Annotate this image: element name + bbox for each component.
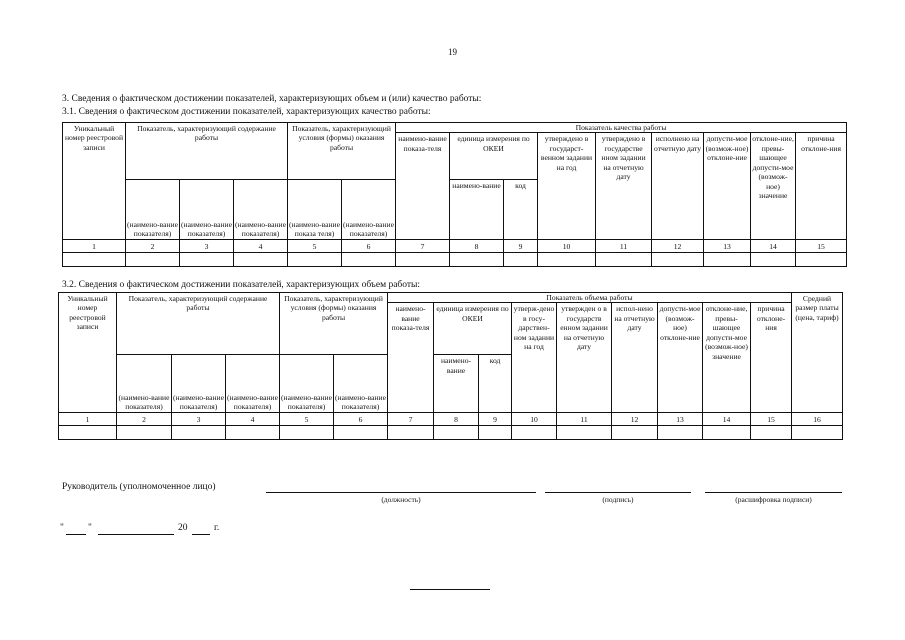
empty-cell (796, 253, 847, 267)
column-number: 9 (479, 413, 512, 426)
col-registry-header: Уникальный номер реестровой записи (59, 293, 117, 413)
indicator-name-cell: (наимено-вание показа теля) (288, 180, 342, 240)
empty-cell (557, 426, 612, 440)
empty-cell (512, 426, 557, 440)
col-name-header: наимено-вание показа-теля (388, 303, 434, 413)
position-hint: (должность) (381, 495, 421, 504)
col-approved-year-header: утверждено в государст-венном задании на год (538, 133, 596, 240)
col-quality-group-header: Показатель качества работы (396, 123, 847, 133)
table-row (63, 253, 847, 267)
col-unit-code-header: код (479, 355, 512, 413)
indicator-name-cell: (наимено-вание показателя) (342, 180, 396, 240)
column-number: 2 (117, 413, 172, 426)
col-done-header: исполнено на отчетную дату (652, 133, 704, 240)
signature-line (545, 492, 691, 493)
empty-cell (396, 253, 450, 267)
empty-cell (704, 253, 751, 267)
empty-cell (180, 253, 234, 267)
volume-indicators-table (58, 292, 843, 440)
col-conditions-group-header: Показатель, характеризующий условия (формы) оказания работы (288, 123, 396, 180)
column-numbers-row (63, 240, 847, 253)
column-number: 3 (180, 240, 234, 253)
column-number: 4 (234, 240, 288, 253)
col-exceed-deviation-header: отклоне-ние, превы-шающее допусти-мое (возмож-ное) значение (751, 133, 796, 240)
col-volume-group-header: Показатель объема работы (388, 293, 792, 303)
empty-cell (63, 253, 126, 267)
year-prefix: 20 (178, 523, 188, 533)
subsection-quality-title: 3.1. Сведения о фактическом достижении показателей, характеризующих качество работы: (62, 107, 431, 117)
empty-cell (504, 253, 538, 267)
column-number: 13 (704, 240, 751, 253)
column-number: 14 (703, 413, 751, 426)
day-line (66, 534, 86, 535)
col-unit-code-header: код (504, 180, 538, 240)
col-content-group-header: Показатель, характеризующий содержание работы (126, 123, 288, 180)
empty-cell (126, 253, 180, 267)
column-number: 16 (792, 413, 843, 426)
col-approved-year-header: утверж-дено в госу-дарствен-ном задании на год (512, 303, 557, 413)
column-number: 5 (280, 413, 334, 426)
empty-cell (450, 253, 504, 267)
empty-cell (288, 253, 342, 267)
col-unit-name-header: наимено-вание (434, 355, 479, 413)
indicator-name-cell: (наимено-вание показателя) (234, 180, 288, 240)
month-line (98, 534, 174, 535)
subsection-volume-title: 3.2. Сведения о фактическом достижении показателей, характеризующих объем работы: (62, 280, 421, 290)
col-exceed-deviation-header: отклоне-ние, превы-шающее допусти-мое (возмож-ное) значение (703, 303, 751, 413)
empty-cell (652, 253, 704, 267)
column-number: 8 (434, 413, 479, 426)
empty-cell (612, 426, 658, 440)
col-unit-name-header: наимено-вание (450, 180, 504, 240)
col-allowed-deviation-header: допусти-мое (возмож-ное) отклоне-ние (658, 303, 703, 413)
empty-cell (792, 426, 843, 440)
column-number: 1 (63, 240, 126, 253)
indicator-name-cell: (наимено-вание показателя) (117, 355, 172, 413)
col-avg-price-header: Средний размер платы (цена, тариф) (792, 293, 843, 413)
column-number: 7 (388, 413, 434, 426)
column-number: 12 (652, 240, 704, 253)
footnote-separator (410, 589, 490, 590)
column-number: 2 (126, 240, 180, 253)
col-conditions-group-header: Показатель, характеризующий условия (формы) оказания работы (280, 293, 388, 355)
empty-cell (342, 253, 396, 267)
empty-cell (751, 253, 796, 267)
col-done-header: испол-нено на отчетную дату (612, 303, 658, 413)
column-number: 4 (226, 413, 280, 426)
decoding-line (705, 492, 842, 493)
column-number: 11 (596, 240, 652, 253)
col-reason-header: причина отклоне-ния (751, 303, 792, 413)
col-registry-header: Уникальный номер реестровой записи (63, 123, 126, 240)
column-number: 10 (538, 240, 596, 253)
date-close-quote: " (88, 523, 92, 533)
column-number: 6 (342, 240, 396, 253)
empty-cell (479, 426, 512, 440)
year-line (192, 534, 210, 535)
empty-cell (117, 426, 172, 440)
col-reason-header: причина отклоне-ния (796, 133, 847, 240)
signature-hint: (подпись) (602, 495, 634, 504)
indicator-name-cell: (наимено-вание показателя) (334, 355, 388, 413)
quality-indicators-table (62, 122, 847, 267)
empty-cell (538, 253, 596, 267)
column-number: 7 (396, 240, 450, 253)
column-number: 11 (557, 413, 612, 426)
col-approved-date-header: утвержден о в государств енном задании на отчетную дату (557, 303, 612, 413)
column-number: 15 (751, 413, 792, 426)
col-content-group-header: Показатель, характеризующий содержание работы (117, 293, 280, 355)
column-number: 9 (504, 240, 538, 253)
page-number: 19 (448, 47, 457, 57)
column-number: 10 (512, 413, 557, 426)
column-number: 13 (658, 413, 703, 426)
empty-cell (234, 253, 288, 267)
indicator-name-cell: (наимено-вание показателя) (280, 355, 334, 413)
empty-cell (703, 426, 751, 440)
column-number: 3 (172, 413, 226, 426)
empty-cell (434, 426, 479, 440)
table-row (59, 426, 843, 440)
empty-cell (334, 426, 388, 440)
col-approved-date-header: утверждено в государстве нном задании на отчетную дату (596, 133, 652, 240)
empty-cell (658, 426, 703, 440)
col-unit-header: единица измерения по ОКЕИ (450, 133, 538, 180)
indicator-name-cell: (наимено-вание показателя) (180, 180, 234, 240)
empty-cell (751, 426, 792, 440)
indicator-name-cell: (наимено-вание показателя) (226, 355, 280, 413)
column-number: 12 (612, 413, 658, 426)
column-number: 5 (288, 240, 342, 253)
indicator-name-cell: (наимено-вание показателя) (126, 180, 180, 240)
empty-cell (280, 426, 334, 440)
year-suffix: г. (214, 523, 220, 533)
column-number: 14 (751, 240, 796, 253)
empty-cell (388, 426, 434, 440)
column-number: 1 (59, 413, 117, 426)
col-name-header: наимено-вание показа-теля (396, 133, 450, 240)
empty-cell (226, 426, 280, 440)
column-number: 8 (450, 240, 504, 253)
section-title: 3. Сведения о фактическом достижении показателей, характеризующих объем и (или) качество работы: (62, 94, 482, 104)
column-numbers-row (59, 413, 843, 426)
column-number: 15 (796, 240, 847, 253)
indicator-name-cell: (наимено-вание показателя) (172, 355, 226, 413)
empty-cell (596, 253, 652, 267)
col-allowed-deviation-header: допусти-мое (возмож-ное) отклоне-ние (704, 133, 751, 240)
col-unit-header: единица измерения по ОКЕИ (434, 303, 512, 355)
decoding-hint: (расшифровка подписи) (735, 495, 812, 504)
column-number: 6 (334, 413, 388, 426)
empty-cell (172, 426, 226, 440)
position-line (266, 492, 536, 493)
empty-cell (59, 426, 117, 440)
signatory-label: Руководитель (уполномоченное лицо) (62, 482, 216, 492)
date-open-quote: " (60, 523, 64, 533)
